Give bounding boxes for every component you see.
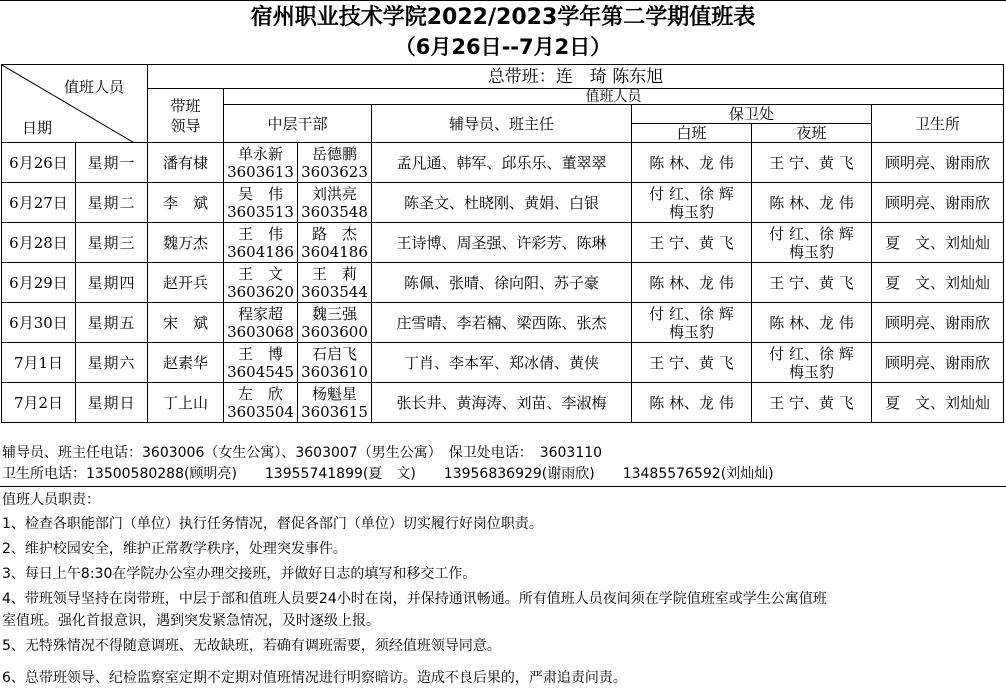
night-shift-header: 夜班 — [752, 124, 872, 143]
shift-names-extra: 梅玉豹 — [788, 362, 834, 381]
date-cell: 6月27日 — [2, 183, 76, 223]
day-shift-header: 白班 — [632, 124, 752, 143]
counselor-cell: 孟凡通、韩军、邱乐乐、董翠翠 — [372, 143, 632, 183]
cadre-phone: 3603068 — [227, 322, 294, 341]
date-cell: 7月2日 — [2, 383, 76, 423]
counselor-cell: 陈佩、张晴、徐向阳、苏子豪 — [372, 263, 632, 303]
duty-item: 5、无特殊情况不得随意调班、无故缺班，若确有调班需要，须经值班领导同意。 — [2, 638, 501, 654]
night-shift-cell — [752, 223, 872, 263]
shift-names: 王 宁、黄 飞 — [769, 393, 854, 412]
cadre-name: 程家超 — [237, 304, 283, 323]
clinic-cell: 顾明亮、谢雨欣 — [872, 343, 1004, 383]
table-row — [2, 343, 1004, 383]
cadre-phone: 3603600 — [301, 322, 368, 341]
roster-table — [1, 64, 1004, 423]
night-shift-cell — [752, 263, 872, 303]
date-cell: 6月26日 — [2, 143, 76, 183]
cadre-name: 左 欣 — [237, 384, 283, 403]
counselor-header: 辅导员、班主任 — [372, 105, 632, 143]
shift-names-extra: 梅玉豹 — [668, 322, 714, 341]
shift-names: 付 红、徐 辉 — [769, 224, 854, 243]
cadre-phone: 3603548 — [301, 202, 368, 221]
shift-names-extra: 梅玉豹 — [668, 202, 714, 221]
night-shift-cell — [752, 383, 872, 423]
clinic-cell: 夏 文、刘灿灿 — [872, 383, 1004, 423]
clinic-cell: 顾明亮、谢雨欣 — [872, 183, 1004, 223]
leader-cell: 潘有棣 — [148, 143, 224, 183]
duty-item: 室值班。强化首报意识，遇到突发紧急情况，及时逐级上报。 — [2, 613, 380, 629]
counselor-cell: 王诗博、周圣强、许彩芳、陈琳 — [372, 223, 632, 263]
cadre-phone: 3603620 — [227, 282, 294, 301]
cadre-cell-1 — [224, 383, 298, 423]
day-shift-cell — [632, 223, 752, 263]
cadre-name: 王 莉 — [311, 264, 357, 283]
leader-cell: 丁上山 — [148, 383, 224, 423]
counselor-cell: 庄雪晴、李若楠、梁西陈、张杰 — [372, 303, 632, 343]
cadre-name: 单永新 — [237, 144, 283, 163]
leader-header — [148, 89, 224, 143]
weekday-cell: 星期四 — [76, 263, 148, 303]
table-row — [2, 223, 1004, 263]
cadre-phone: 3603613 — [227, 162, 294, 181]
cadre-name: 路 杰 — [311, 224, 357, 243]
clinic-cell: 夏 文、刘灿灿 — [872, 223, 1004, 263]
day-shift-cell — [632, 303, 752, 343]
cadre-phone: 3603513 — [227, 202, 294, 221]
date-cell: 6月28日 — [2, 223, 76, 263]
duties-heading: 值班人员职责： — [2, 492, 100, 508]
cadre-name: 石启飞 — [311, 344, 357, 363]
cadre-name: 刘洪亮 — [311, 184, 357, 203]
weekday-cell: 星期六 — [76, 343, 148, 383]
table-row — [2, 183, 1004, 223]
counselor-cell: 陈圣文、杜晓刚、黄娟、白银 — [372, 183, 632, 223]
cadre-cell-2 — [298, 303, 372, 343]
day-shift-cell — [632, 383, 752, 423]
cadre-phone: 3604545 — [227, 362, 294, 381]
cadre-cell-1 — [224, 183, 298, 223]
cadre-cell-2 — [298, 383, 372, 423]
weekday-cell: 星期二 — [76, 183, 148, 223]
clinic-header: 卫生所 — [872, 105, 1004, 143]
shift-names: 王 宁、黄 飞 — [649, 233, 734, 252]
shift-names: 付 红、徐 辉 — [769, 344, 854, 363]
shift-names: 陈 林、龙 伟 — [649, 153, 734, 172]
cadre-cell-1 — [224, 303, 298, 343]
cadre-name: 岳德鹏 — [311, 144, 357, 163]
phone-line-1: 辅导员、班主任电话：3603006（女生公寓）、3603007（男生公寓） 保卫处电话： 3603110 — [2, 445, 603, 461]
table-row — [2, 143, 1004, 183]
night-shift-cell — [752, 303, 872, 343]
weekday-cell: 星期一 — [76, 143, 148, 183]
shift-names: 王 宁、黄 飞 — [649, 353, 734, 372]
leader-cell: 赵开兵 — [148, 263, 224, 303]
duty-item: 6、总带班领导、纪检监察室定期不定期对值班情况进行明察暗访。造成不良后果的，严肃追责问责。 — [2, 670, 627, 686]
date-cell: 7月1日 — [2, 343, 76, 383]
cadre-phone: 3603615 — [301, 402, 368, 421]
corner-header — [2, 65, 148, 143]
clinic-cell: 夏 文、刘灿灿 — [872, 263, 1004, 303]
cadre-phone: 3603623 — [301, 162, 368, 181]
table-row — [2, 263, 1004, 303]
corner-label-date: 日期 — [22, 119, 53, 137]
phone-line-2: 卫生所电话：13500580288(顾明亮) 13955741899(夏 文) 13956836929(谢雨欣) 13485576592(刘灿灿) — [2, 466, 774, 482]
cadre-phone: 3604186 — [301, 242, 368, 261]
duty-item: 3、每日上午8:30在学院办公室办理交接班，并做好日志的填写和移交工作。 — [2, 566, 477, 582]
leader-header-text: 带班领导 — [170, 96, 201, 135]
leader-cell: 赵素华 — [148, 343, 224, 383]
shift-names: 付 红、徐 辉 — [649, 184, 734, 203]
cadre-cell-1 — [224, 143, 298, 183]
day-shift-cell — [632, 343, 752, 383]
date-cell: 6月29日 — [2, 263, 76, 303]
cadre-cell-1 — [224, 263, 298, 303]
weekday-cell: 星期日 — [76, 383, 148, 423]
cadre-name: 王 文 — [237, 264, 283, 283]
weekday-cell: 星期三 — [76, 223, 148, 263]
cadre-phone: 3603504 — [227, 402, 294, 421]
duty-staff-header: 值班人员 — [224, 89, 1004, 105]
cadre-name: 王 博 — [237, 344, 283, 363]
day-shift-cell — [632, 183, 752, 223]
table-row — [2, 383, 1004, 423]
shift-names: 陈 林、龙 伟 — [649, 273, 734, 292]
cadre-phone: 3603544 — [301, 282, 368, 301]
table-row — [2, 303, 1004, 343]
cadre-name: 王 伟 — [237, 224, 283, 243]
date-cell: 6月30日 — [2, 303, 76, 343]
cadre-cell-2 — [298, 343, 372, 383]
corner-label-staff: 值班人员 — [64, 78, 125, 96]
cadre-name: 魏三强 — [311, 304, 357, 323]
cadre-cell-2 — [298, 263, 372, 303]
night-shift-cell — [752, 183, 872, 223]
duty-item: 4、带班领导坚持在岗带班，中层于部和值班人员要24小时在岗，并保持通讯畅通。所有值班人员夜间须在学院值班室或学生公寓值班 — [2, 591, 827, 607]
cadre-name: 杨魁星 — [311, 384, 357, 403]
cadre-name: 吴 伟 — [237, 184, 283, 203]
title-line-2: （6月26日--7月2日） — [394, 35, 612, 59]
cadre-cell-2 — [298, 223, 372, 263]
shift-names: 王 宁、黄 飞 — [769, 273, 854, 292]
cadre-header: 中层干部 — [224, 105, 372, 143]
weekday-cell: 星期五 — [76, 303, 148, 343]
leader-cell: 李 斌 — [148, 183, 224, 223]
duty-item: 1、检查各职能部门（单位）执行任务情况，督促各部门（单位）切实履行好岗位职责。 — [2, 516, 543, 532]
shift-names: 陈 林、龙 伟 — [649, 393, 734, 412]
leader-cell: 魏万杰 — [148, 223, 224, 263]
night-shift-cell — [752, 343, 872, 383]
cadre-cell-1 — [224, 223, 298, 263]
day-shift-cell — [632, 263, 752, 303]
shift-names: 王 宁、黄 飞 — [769, 153, 854, 172]
cadre-cell-1 — [224, 343, 298, 383]
cadre-phone: 3604186 — [227, 242, 294, 261]
cadre-cell-2 — [298, 183, 372, 223]
shift-names-extra: 梅玉豹 — [788, 242, 834, 261]
leader-cell: 宋 斌 — [148, 303, 224, 343]
counselor-cell: 张长井、黄海涛、刘苗、李淑梅 — [372, 383, 632, 423]
clinic-cell: 顾明亮、谢雨欣 — [872, 303, 1004, 343]
night-shift-cell — [752, 143, 872, 183]
security-header: 保卫处 — [632, 105, 872, 124]
day-shift-cell — [632, 143, 752, 183]
chief-duty: 总带班：连 琦 陈东旭 — [148, 65, 1004, 89]
duty-item: 2、维护校园安全，维护正常教学秩序，处理突发事件。 — [2, 541, 347, 557]
shift-names: 付 红、徐 辉 — [649, 304, 734, 323]
counselor-cell: 丁肖、李本军、郑冰倩、黄侠 — [372, 343, 632, 383]
shift-names: 陈 林、龙 伟 — [769, 313, 854, 332]
title-line-1: 宿州职业技术学院2022/2023学年第二学期值班表 — [250, 5, 756, 30]
section-divider — [0, 486, 1006, 487]
cadre-cell-2 — [298, 143, 372, 183]
shift-names: 陈 林、龙 伟 — [769, 193, 854, 212]
cadre-phone: 3603610 — [301, 362, 368, 381]
top-border — [0, 0, 1006, 1]
clinic-cell: 顾明亮、谢雨欣 — [872, 143, 1004, 183]
